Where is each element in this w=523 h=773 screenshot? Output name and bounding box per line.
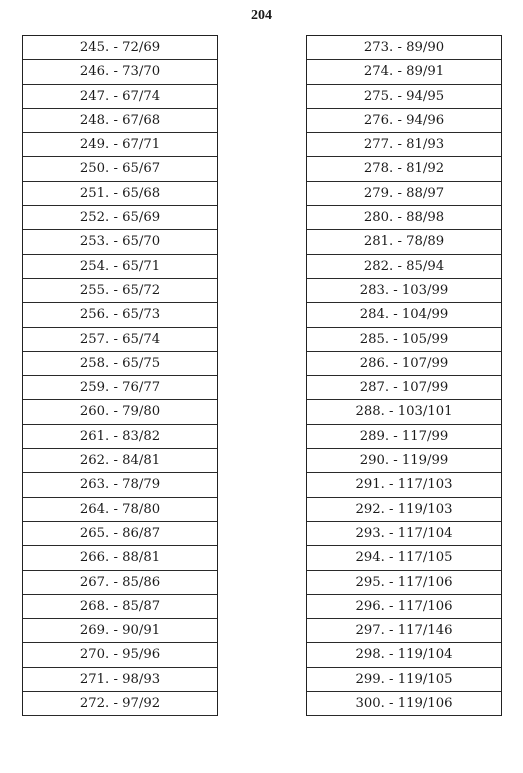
- table-row: 266. - 88/81: [23, 546, 217, 570]
- table-row: 265. - 86/87: [23, 522, 217, 546]
- table-row: 263. - 78/79: [23, 473, 217, 497]
- table-row: 262. - 84/81: [23, 449, 217, 473]
- table-row: 288. - 103/101: [307, 400, 501, 424]
- table-row: 273. - 89/90: [307, 36, 501, 60]
- table-row: 269. - 90/91: [23, 619, 217, 643]
- table-row: 254. - 65/71: [23, 255, 217, 279]
- table-row: 260. - 79/80: [23, 400, 217, 424]
- table-row: 277. - 81/93: [307, 133, 501, 157]
- table-row: 297. - 117/146: [307, 619, 501, 643]
- table-row: 270. - 95/96: [23, 643, 217, 667]
- table-row: 276. - 94/96: [307, 109, 501, 133]
- table-row: 256. - 65/73: [23, 303, 217, 327]
- table-row: 286. - 107/99: [307, 352, 501, 376]
- table-row: 281. - 78/89: [307, 230, 501, 254]
- table-row: 283. - 103/99: [307, 279, 501, 303]
- table-row: 292. - 119/103: [307, 498, 501, 522]
- table-row: 255. - 65/72: [23, 279, 217, 303]
- table-row: 257. - 65/74: [23, 328, 217, 352]
- table-row: 251. - 65/68: [23, 182, 217, 206]
- table-row: 285. - 105/99: [307, 328, 501, 352]
- table-row: 298. - 119/104: [307, 643, 501, 667]
- table-row: 291. - 117/103: [307, 473, 501, 497]
- table-row: 268. - 85/87: [23, 595, 217, 619]
- table-row: 247. - 67/74: [23, 85, 217, 109]
- table-row: 258. - 65/75: [23, 352, 217, 376]
- table-row: 280. - 88/98: [307, 206, 501, 230]
- left-table: [22, 35, 218, 716]
- table-row: 282. - 85/94: [307, 255, 501, 279]
- table-row: 287. - 107/99: [307, 376, 501, 400]
- table-row: 246. - 73/70: [23, 60, 217, 84]
- table-row: 293. - 117/104: [307, 522, 501, 546]
- right-table: [306, 35, 502, 716]
- table-row: 252. - 65/69: [23, 206, 217, 230]
- table-row: 248. - 67/68: [23, 109, 217, 133]
- table-row: 279. - 88/97: [307, 182, 501, 206]
- table-row: 245. - 72/69: [23, 36, 217, 60]
- table-row: 250. - 65/67: [23, 157, 217, 181]
- table-row: 274. - 89/91: [307, 60, 501, 84]
- table-row: 267. - 85/86: [23, 571, 217, 595]
- table-row: 261. - 83/82: [23, 425, 217, 449]
- table-row: 300. - 119/106: [307, 692, 501, 716]
- table-row: 271. - 98/93: [23, 668, 217, 692]
- table-row: 272. - 97/92: [23, 692, 217, 716]
- table-row: 284. - 104/99: [307, 303, 501, 327]
- table-row: 278. - 81/92: [307, 157, 501, 181]
- table-row: 296. - 117/106: [307, 595, 501, 619]
- table-row: 290. - 119/99: [307, 449, 501, 473]
- table-row: 249. - 67/71: [23, 133, 217, 157]
- page-number: 204: [251, 8, 272, 23]
- table-row: 294. - 117/105: [307, 546, 501, 570]
- table-row: 295. - 117/106: [307, 571, 501, 595]
- table-row: 264. - 78/80: [23, 498, 217, 522]
- table-row: 275. - 94/95: [307, 85, 501, 109]
- table-row: 299. - 119/105: [307, 668, 501, 692]
- table-row: 289. - 117/99: [307, 425, 501, 449]
- table-row: 253. - 65/70: [23, 230, 217, 254]
- table-row: 259. - 76/77: [23, 376, 217, 400]
